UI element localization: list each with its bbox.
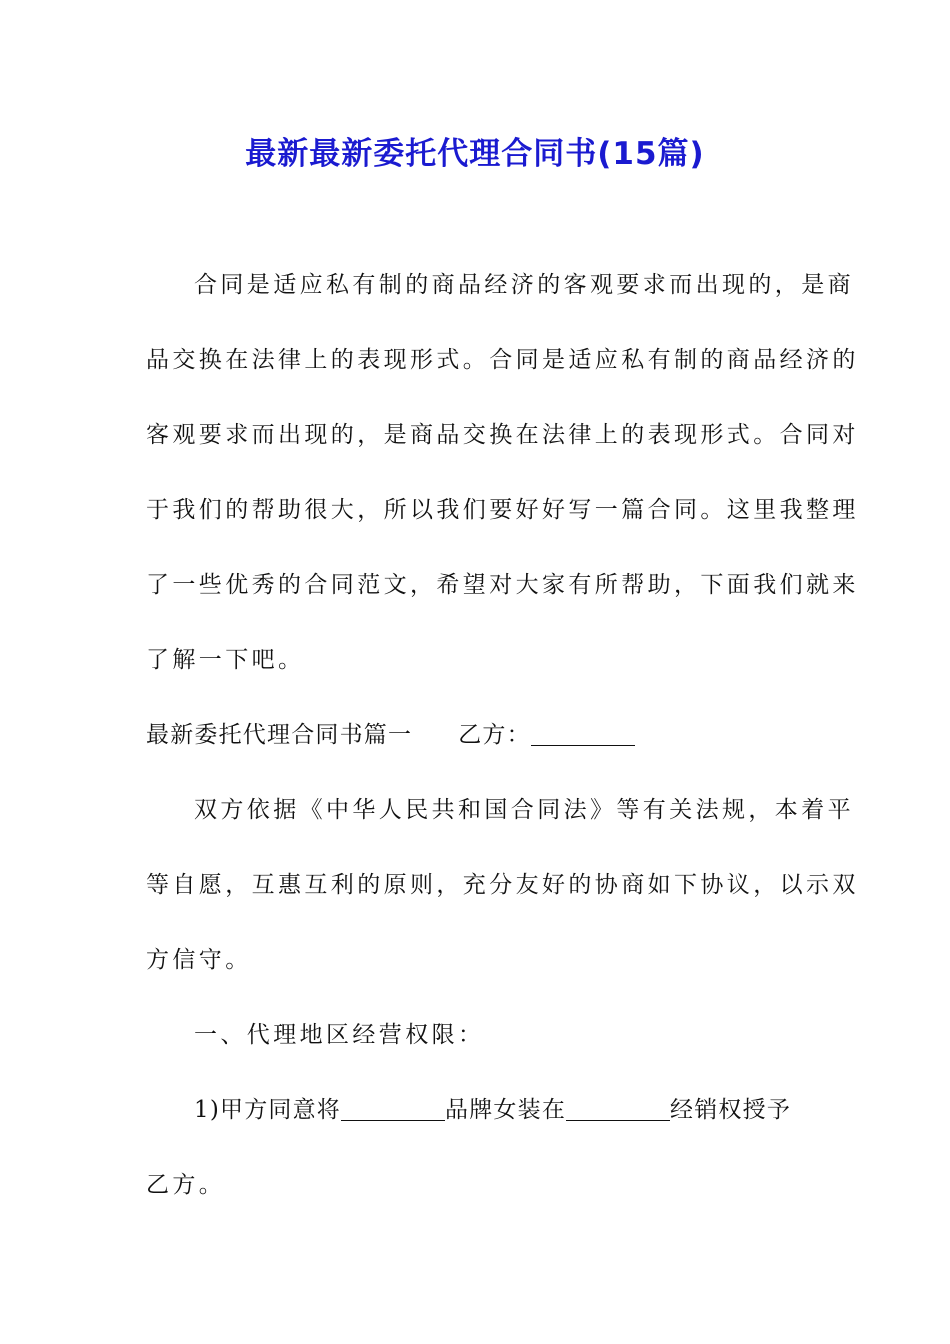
intro-line-6: 了解一下吧。 (146, 647, 305, 673)
intro-line-3: 客观要求而出现的，是商品交换在法律上的表现形式。合同对 (146, 422, 859, 448)
region-blank (566, 1100, 670, 1121)
section-heading: 最新委托代理合同书篇一 (146, 722, 413, 748)
intro-line-1: 合同是适应私有制的商品经济的客观要求而出现的，是商 (194, 272, 854, 298)
clause-1-1-row (194, 1095, 806, 1125)
clause-1-heading: 一、代理地区经营权限： (194, 1022, 485, 1048)
party-b-label: 乙方： (458, 722, 531, 748)
section-heading-row (146, 720, 806, 750)
clause-1-1-part1: 1)甲方同意将 (194, 1097, 342, 1123)
clause-1-1-continuation: 乙方。 (146, 1172, 226, 1198)
document-title: 最新最新委托代理合同书(15篇) (245, 136, 705, 172)
basis-line-3: 方信守。 (146, 947, 252, 973)
intro-line-2: 品交换在法律上的表现形式。合同是适应私有制的商品经济的 (146, 347, 859, 373)
intro-line-4: 于我们的帮助很大，所以我们要好好写一篇合同。这里我整理 (146, 497, 859, 523)
clause-1-1-part3: 经销权授予 (670, 1097, 792, 1123)
intro-line-5: 了一些优秀的合同范文，希望对大家有所帮助，下面我们就来 (146, 572, 859, 598)
clause-1-1-part2: 品牌女装在 (445, 1097, 567, 1123)
basis-line-2: 等自愿，互惠互利的原则，充分友好的协商如下协议，以示双 (146, 872, 859, 898)
party-b-blank (531, 725, 635, 746)
brand-blank (341, 1100, 445, 1121)
basis-line-1: 双方依据《中华人民共和国合同法》等有关法规，本着平 (194, 797, 854, 823)
